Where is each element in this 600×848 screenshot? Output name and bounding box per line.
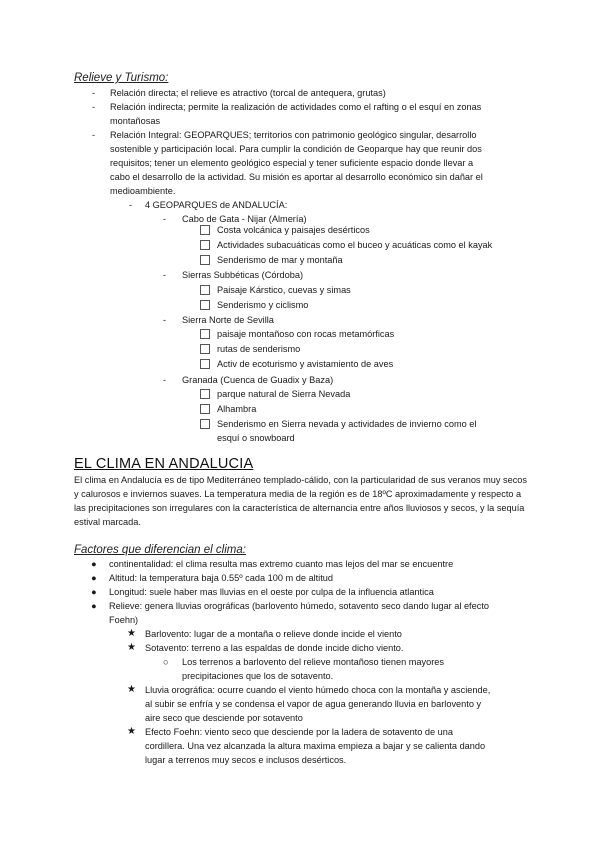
star-bullet-icon: ★ bbox=[127, 628, 136, 639]
relieve-item-3-line-4: cabo el desarrollo de la actividad. Su misión es aportar al desarrollo económico sin dañar el bbox=[110, 172, 483, 182]
geoparque-4-item-2: Alhambra bbox=[217, 404, 257, 414]
geoparque-4-item-1: parque natural de Sierra Nevada bbox=[217, 389, 351, 399]
relieve-sub-lluvia-line-3: aire seco que desciende por sotavento bbox=[145, 713, 303, 723]
checkbox-icon[interactable] bbox=[200, 300, 210, 310]
relieve-item-3-line-5: medioambiente. bbox=[110, 186, 176, 196]
dash-bullet: - bbox=[163, 270, 167, 280]
geoparque-4-item-3-line-2: esquí o snowboard bbox=[217, 433, 295, 443]
relieve-item-3-line-3: requisitos; tener un elemento geológico especial y tener suficiente espacio donde llevar a bbox=[110, 158, 474, 168]
relieve-sub-terrenos-line-2: precipitaciones que los de sotavento. bbox=[182, 671, 334, 681]
checkbox-icon[interactable] bbox=[200, 359, 210, 369]
checkbox-icon[interactable] bbox=[200, 389, 210, 399]
geoparque-3-item-1: paisaje montañoso con rocas metamórficas bbox=[217, 329, 395, 339]
checkbox-icon[interactable] bbox=[200, 255, 210, 265]
bullet-dot-icon: ● bbox=[91, 559, 97, 569]
factor-3: Longitud: suele haber mas lluvias en el oeste por culpa de la influencia atlantica bbox=[109, 587, 434, 597]
clima-intro-paragraph: El clima en Andalucía es de tipo Mediterráneo templado-cálido, con la particularidad de sus veranos muy secos y calurosos e inviernos suaves. La temperatura media de la región es de 18ºC aproximadamente y respecto a las precipitaciones son irregulares con la característica de alternancia entre años lluviosos y secos, y la sequía estival marcada. bbox=[74, 475, 527, 527]
checkbox-icon[interactable] bbox=[200, 404, 210, 414]
dash-bullet: - bbox=[163, 375, 167, 385]
dash-bullet: - bbox=[92, 102, 96, 112]
checkbox-icon[interactable] bbox=[200, 240, 210, 250]
relieve-item-1: Relación directa; el relieve es atractivo (torcal de antequera, grutas) bbox=[110, 88, 386, 98]
geoparques-title: 4 GEOPARQUES de ANDALUCÍA: bbox=[145, 200, 288, 210]
section-heading-relieve: Relieve y Turismo: bbox=[74, 72, 169, 84]
bullet-dot-icon: ● bbox=[91, 587, 97, 597]
factor-2: Altitud: la temperatura baja 0.55º cada 100 m de altitud bbox=[109, 573, 333, 583]
bullet-dot-icon: ● bbox=[91, 573, 97, 583]
geoparque-3-item-3: Activ de ecoturismo y avistamiento de aves bbox=[217, 359, 394, 369]
geoparque-name-2: Sierras Subbéticas (Córdoba) bbox=[182, 270, 304, 280]
main-heading-clima: EL CLIMA EN ANDALUCIA bbox=[74, 456, 254, 472]
geoparque-1-item-3: Senderismo de mar y montaña bbox=[217, 255, 343, 265]
relieve-sub-foehn-line-1: Efecto Foehn: viento seco que desciende por la ladera de sotavento de una bbox=[145, 727, 453, 737]
star-bullet-icon: ★ bbox=[127, 726, 136, 737]
geoparque-name-3: Sierra Norte de Sevilla bbox=[182, 315, 274, 325]
checkbox-icon[interactable] bbox=[200, 225, 210, 235]
geoparque-1-item-2: Actividades subacuáticas como el buceo y acuáticas como el kayak bbox=[217, 240, 493, 250]
factor-1: continentalidad: el clima resulta mas extremo cuanto mas lejos del mar se encuentre bbox=[109, 559, 454, 569]
dash-bullet: - bbox=[163, 315, 167, 325]
bullet-dot-icon: ● bbox=[91, 601, 97, 611]
star-bullet-icon: ★ bbox=[127, 684, 136, 695]
relieve-item-3-line-1: Relación Integral: GEOPARQUES; territorios con patrimonio geológico singular, desarrollo bbox=[110, 130, 477, 140]
star-bullet-icon: ★ bbox=[127, 642, 136, 653]
relieve-sub-lluvia-line-1: Lluvia orográfica: ocurre cuando el viento húmedo choca con la montaña y asciende, bbox=[145, 685, 491, 695]
section-heading-factores: Factores que diferencian el clima: bbox=[74, 544, 246, 556]
dash-bullet: - bbox=[92, 88, 96, 98]
geoparque-1-item-1: Costa volcánica y paisajes desérticos bbox=[217, 225, 370, 235]
checkbox-icon[interactable] bbox=[200, 329, 210, 339]
relieve-sub-lluvia-line-2: al subir se enfría y se condensa el vapor de agua generando lluvia en barlovento y bbox=[145, 699, 482, 709]
factor-4-line-2: Foehn) bbox=[109, 615, 139, 625]
checkbox-icon[interactable] bbox=[200, 285, 210, 295]
relieve-item-3-line-2: sostenible y participación local. Para cumplir la condición de Geoparque hay que reunir dos bbox=[110, 144, 482, 154]
relieve-sub-foehn-line-2: cordillera. Una vez alcanzada la altura maxima empieza a bajar y se calienta dando bbox=[145, 741, 486, 751]
geoparque-4-item-3-line-1: Senderismo en Sierra nevada y actividades de invierno como el bbox=[217, 419, 477, 429]
relieve-sub-foehn-line-3: lugar a terrenos muy secos e inclusos desérticos. bbox=[145, 755, 347, 765]
geoparque-3-item-2: rutas de senderismo bbox=[217, 344, 301, 354]
geoparque-name-4: Granada (Cuenca de Guadix y Baza) bbox=[182, 375, 334, 385]
dash-bullet: - bbox=[163, 214, 167, 224]
circle-bullet-icon: ○ bbox=[163, 657, 169, 667]
geoparque-2-item-1: Paisaje Kárstico, cuevas y simas bbox=[217, 285, 351, 295]
relieve-item-2-line-1: Relación indirecta; permite la realización de actividades como el rafting o el esquí en zonas bbox=[110, 102, 482, 112]
factor-4-line-1: Relieve: genera lluvias orográficas (barlovento húmedo, sotavento seco dando lugar al efecto bbox=[109, 601, 489, 611]
geoparque-name-1: Cabo de Gata - Nijar (Almería) bbox=[182, 214, 307, 224]
relieve-item-2-line-2: montañosas bbox=[110, 116, 161, 126]
geoparque-2-item-2: Senderismo y ciclismo bbox=[217, 300, 309, 310]
relieve-sub-barlovento: Barlovento: lugar de a montaña o relieve donde incide el viento bbox=[145, 629, 402, 639]
relieve-sub-terrenos-line-1: Los terrenos a barlovento del relieve montañoso tienen mayores bbox=[182, 657, 444, 667]
dash-bullet: - bbox=[129, 200, 133, 210]
checkbox-icon[interactable] bbox=[200, 344, 210, 354]
dash-bullet: - bbox=[92, 130, 96, 140]
checkbox-icon[interactable] bbox=[200, 419, 210, 429]
relieve-sub-sotavento: Sotavento: terreno a las espaldas de donde incide dicho viento. bbox=[145, 643, 404, 653]
